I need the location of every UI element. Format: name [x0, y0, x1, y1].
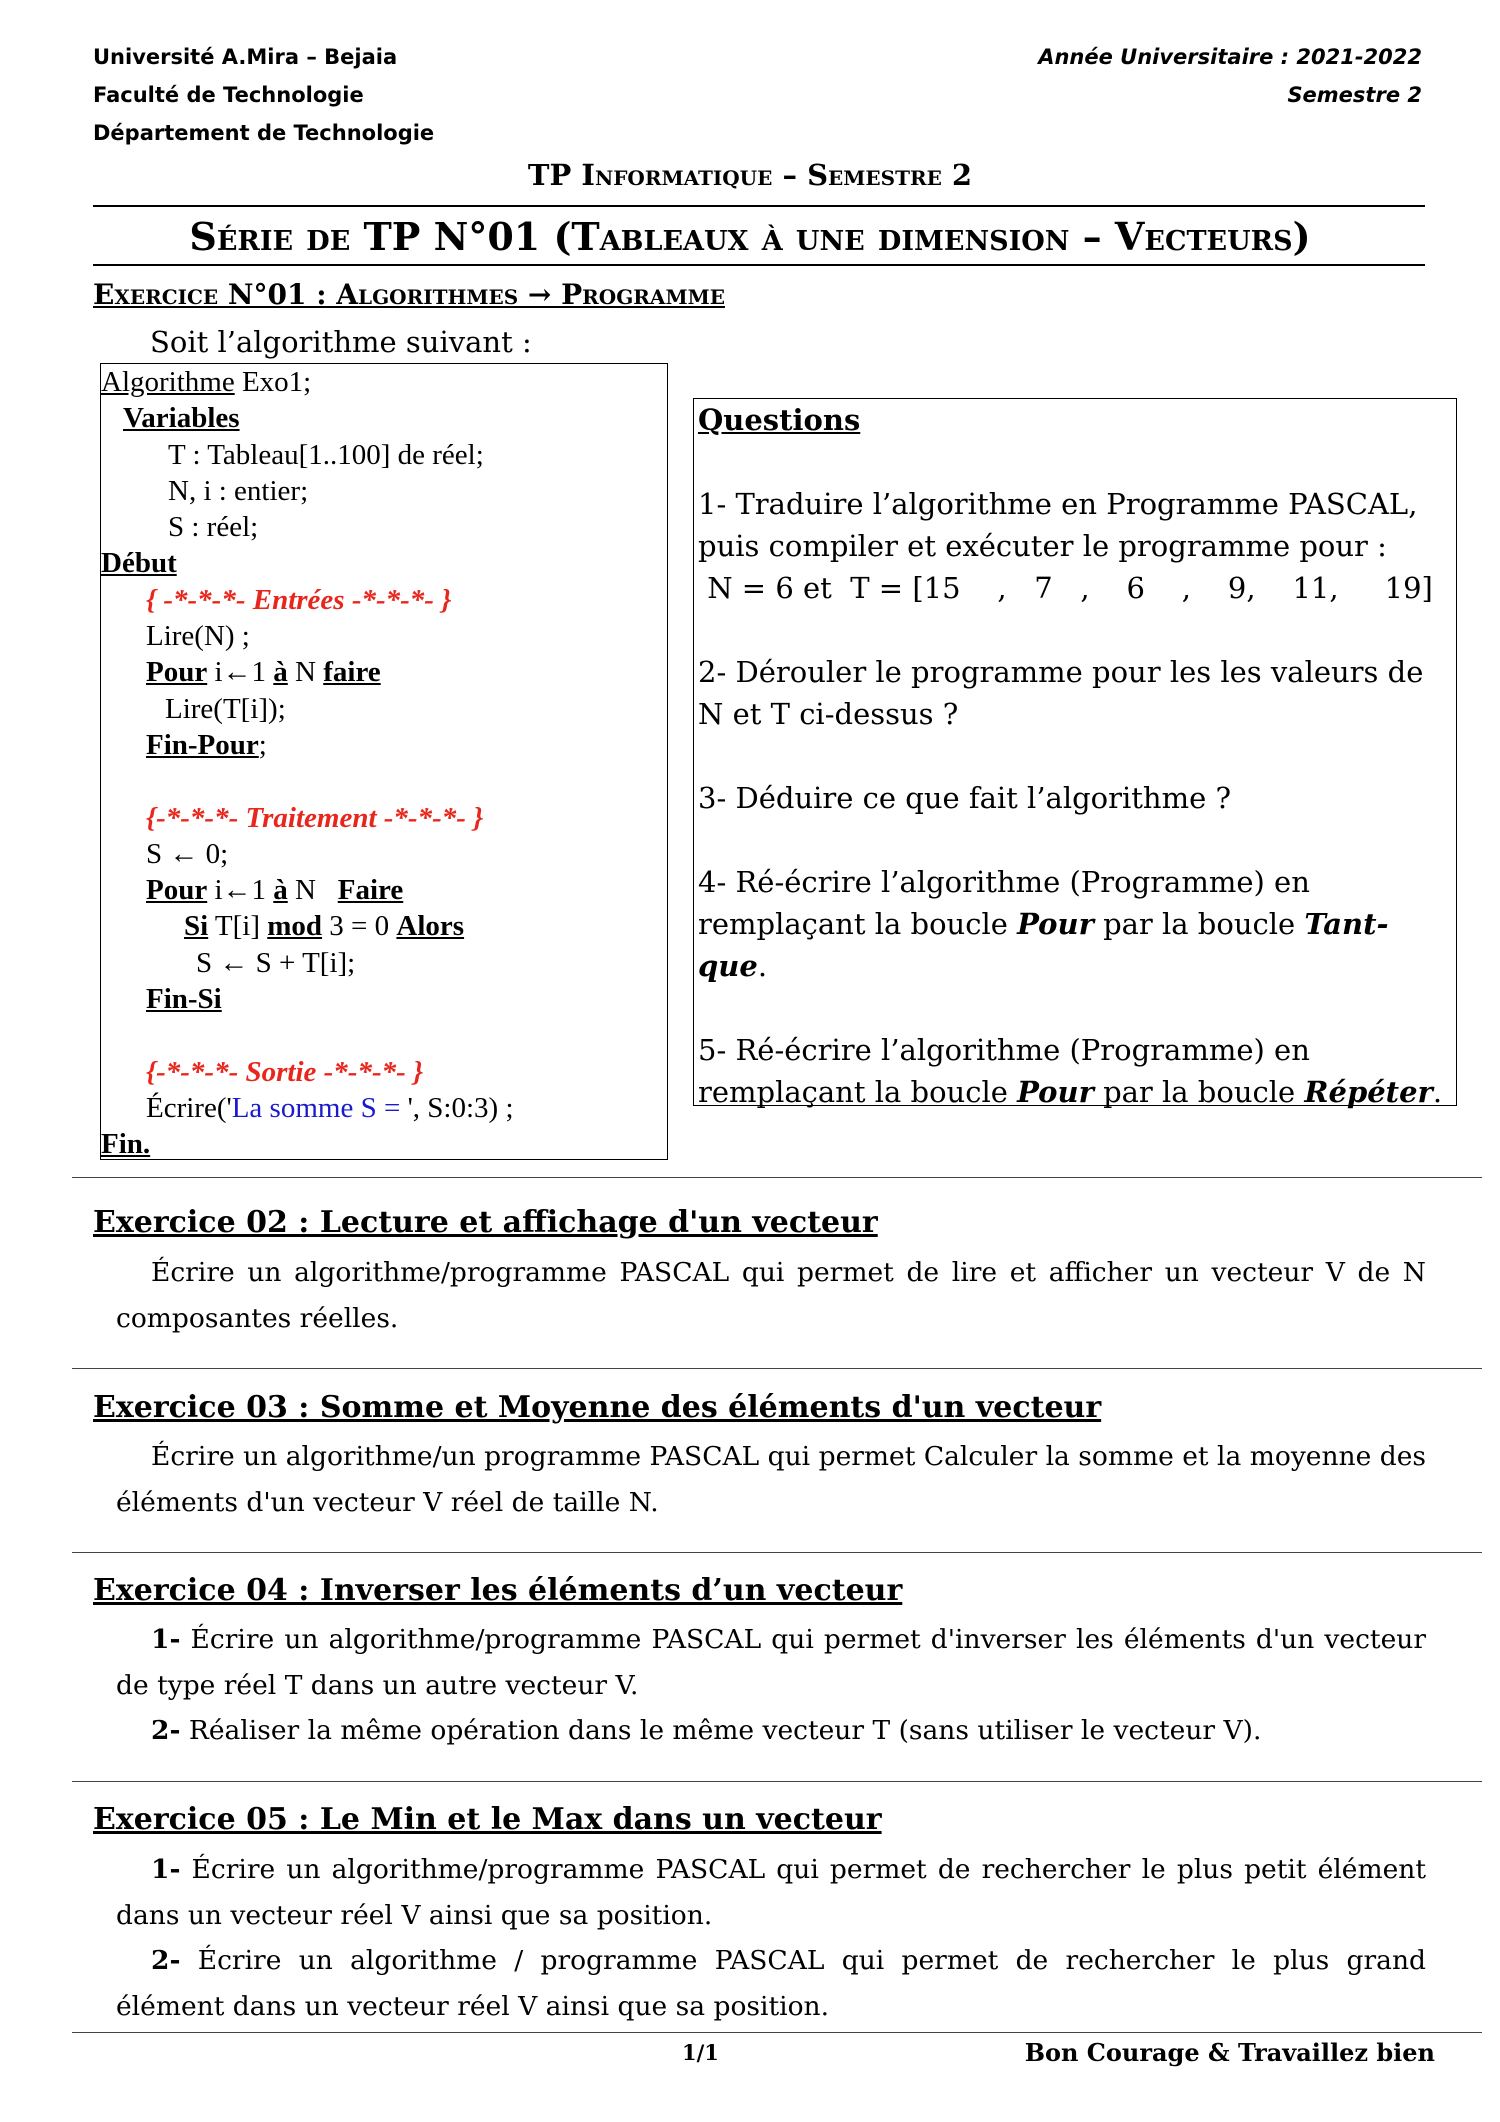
code-line	[101, 1090, 667, 1126]
var-line: N, i : entier;	[168, 474, 309, 507]
paragraph: Écrire un algorithme/programme PASCAL qui permet de lire et afficher un vecteur V de N composantes réelles.	[116, 1257, 1426, 1334]
emphasis: que	[698, 949, 758, 983]
item-2	[116, 1708, 1426, 1754]
question-1: puis compiler et exécuter le programme pour :	[698, 529, 1387, 563]
exercise-3-text	[116, 1434, 1426, 1525]
page-title: Série de TP N°01 (Tableaux à une dimension – Vecteurs)	[189, 214, 1311, 259]
exercise-1-heading: Exercice N°01 : Algorithmes → Programme	[93, 278, 725, 311]
divider	[72, 1552, 1482, 1553]
paragraph: Écrire un algorithme/un programme PASCAL qui permet Calculer la somme et la moyenne des éléments d'un vecteur V réel de taille N.	[116, 1441, 1426, 1518]
questions-title: Questions	[698, 403, 861, 437]
page-number: 1/1	[682, 2040, 719, 2065]
exercise-1-intro: Soit l’algorithme suivant :	[150, 325, 532, 359]
kw-debut: Début	[101, 547, 177, 580]
code-text: i←1	[207, 874, 274, 907]
kw-finsi: Fin-Si	[146, 983, 222, 1016]
question-5	[698, 1071, 1452, 1113]
kw-faire: Faire	[337, 874, 404, 907]
university: Université A.Mira – Bejaia	[93, 45, 398, 69]
institution-block	[93, 38, 434, 152]
exercise-2-text	[116, 1250, 1426, 1341]
kw-si: Si	[184, 910, 209, 943]
exercise-3-heading: Exercice 03 : Somme et Moyenne des éléments d'un vecteur	[93, 1390, 1102, 1425]
kw-variables: Variables	[123, 402, 240, 435]
divider	[93, 205, 1425, 207]
code-text: T[i]	[208, 910, 268, 943]
exercise-4-text	[116, 1617, 1426, 1754]
kw-pour: Pour	[146, 874, 208, 907]
academic-year: Année Universitaire : 2021-2022	[1038, 45, 1422, 69]
divider	[72, 1368, 1482, 1369]
question-1: 1- Traduire l’algorithme en Programme PASCAL,	[698, 487, 1418, 521]
item-number: 2-	[151, 1945, 181, 1976]
code-line	[101, 654, 667, 690]
faculty: Faculté de Technologie	[93, 83, 364, 107]
text: par la boucle	[1093, 907, 1305, 941]
item-1	[116, 1847, 1426, 1938]
question-3: 3- Déduire ce que fait l’algorithme ?	[698, 781, 1232, 815]
code-text: N	[287, 874, 338, 907]
code-line	[101, 727, 667, 763]
year-block	[1038, 38, 1422, 114]
divider	[72, 1781, 1482, 1782]
emphasis: Pour	[1017, 907, 1094, 941]
kw-alors: Alors	[396, 910, 465, 943]
code-text: i←1	[207, 656, 274, 689]
algo-name: Exo1;	[234, 366, 312, 398]
code-text: ;	[258, 728, 267, 761]
comment-entrees: { -*-*-*- Entrées -*-*-*- }	[146, 583, 452, 616]
kw-finpour: Fin-Pour	[146, 728, 259, 761]
item-number: 2-	[151, 1715, 181, 1746]
exercise-4-heading: Exercice 04 : Inverser les éléments d’un vecteur	[93, 1573, 903, 1608]
kw-a: à	[273, 656, 288, 689]
exercise-2-heading: Exercice 02 : Lecture et affichage d'un vecteur	[93, 1205, 878, 1240]
item-text: Écrire un algorithme / programme PASCAL qui permet de rechercher le plus grand élément dans un vecteur réel V ainsi que sa position.	[116, 1945, 1426, 2022]
question-2: 2- Dérouler le programme pour les les valeurs de	[698, 655, 1424, 689]
item-text: Écrire un algorithme/programme PASCAL qui permet de rechercher le plus petit élément dans un vecteur réel V ainsi que sa position.	[116, 1854, 1426, 1931]
algorithm-box	[100, 363, 668, 1160]
course-subtitle: TP Informatique – Semestre 2	[527, 158, 973, 192]
question-4	[698, 903, 1452, 945]
comment-sortie: {-*-*-*- Sortie -*-*-*- }	[146, 1055, 424, 1088]
kw-pour: Pour	[146, 656, 208, 689]
question-4	[698, 945, 1452, 987]
item-number: 1-	[151, 1854, 181, 1885]
item-number: 1-	[151, 1624, 181, 1655]
code-line	[101, 872, 667, 908]
item-text: Réaliser la même opération dans le même vecteur T (sans utiliser le vecteur V).	[180, 1715, 1262, 1746]
code-line	[101, 908, 667, 944]
code-text: N	[287, 656, 324, 689]
item-2	[116, 1938, 1426, 2029]
code-line: S ← 0;	[146, 837, 229, 870]
divider	[72, 2032, 1482, 2033]
text: remplaçant la boucle	[698, 1075, 1018, 1109]
kw-a: à	[273, 874, 288, 907]
emphasis: Pour	[1017, 1075, 1094, 1109]
kw-algorithme: Algorithme	[101, 366, 235, 398]
code-line: S ← S + T[i];	[196, 946, 356, 979]
emphasis: Répéter	[1304, 1075, 1433, 1109]
divider	[93, 264, 1425, 266]
string-literal: La somme S =	[231, 1091, 408, 1124]
text: par la boucle	[1093, 1075, 1305, 1109]
item-1	[116, 1617, 1426, 1708]
var-line: S : réel;	[168, 511, 259, 544]
code-text: Écrire('	[146, 1091, 232, 1124]
code-line: Lire(N) ;	[146, 620, 250, 653]
semester: Semestre 2	[1287, 83, 1422, 107]
question-1-values: N = 6 et T = [15 , 7 , 6 , 9, 11, 19]	[698, 571, 1433, 605]
kw-fin: Fin.	[101, 1128, 151, 1161]
var-line: T : Tableau[1..100] de réel;	[168, 438, 484, 471]
kw-faire: faire	[323, 656, 381, 689]
question-5: 5- Ré-écrire l’algorithme (Programme) en	[698, 1033, 1310, 1067]
code-line: Lire(T[i]);	[165, 692, 286, 725]
exercise-5-text	[116, 1847, 1426, 2029]
item-text: Écrire un algorithme/programme PASCAL qui permet d'inverser les éléments d'un vecteur de type réel T dans un autre vecteur V.	[116, 1624, 1426, 1701]
divider	[72, 1177, 1482, 1178]
text: remplaçant la boucle	[698, 907, 1018, 941]
questions-box	[693, 398, 1457, 1109]
code-text: 3 = 0	[322, 910, 397, 943]
question-2: N et T ci-dessus ?	[698, 697, 959, 731]
text: .	[1432, 1075, 1443, 1109]
footer-message: Bon Courage & Travaillez bien	[1024, 2038, 1435, 2067]
text: .	[757, 949, 768, 983]
exercise-5-heading: Exercice 05 : Le Min et le Max dans un vecteur	[93, 1802, 882, 1837]
question-4: 4- Ré-écrire l’algorithme (Programme) en	[698, 865, 1310, 899]
kw-mod: mod	[267, 910, 323, 943]
emphasis: Tant-	[1304, 907, 1389, 941]
comment-traitement: {-*-*-*- Traitement -*-*-*- }	[146, 801, 484, 834]
code-text: ', S:0:3) ;	[407, 1091, 514, 1124]
department: Département de Technologie	[93, 121, 435, 145]
